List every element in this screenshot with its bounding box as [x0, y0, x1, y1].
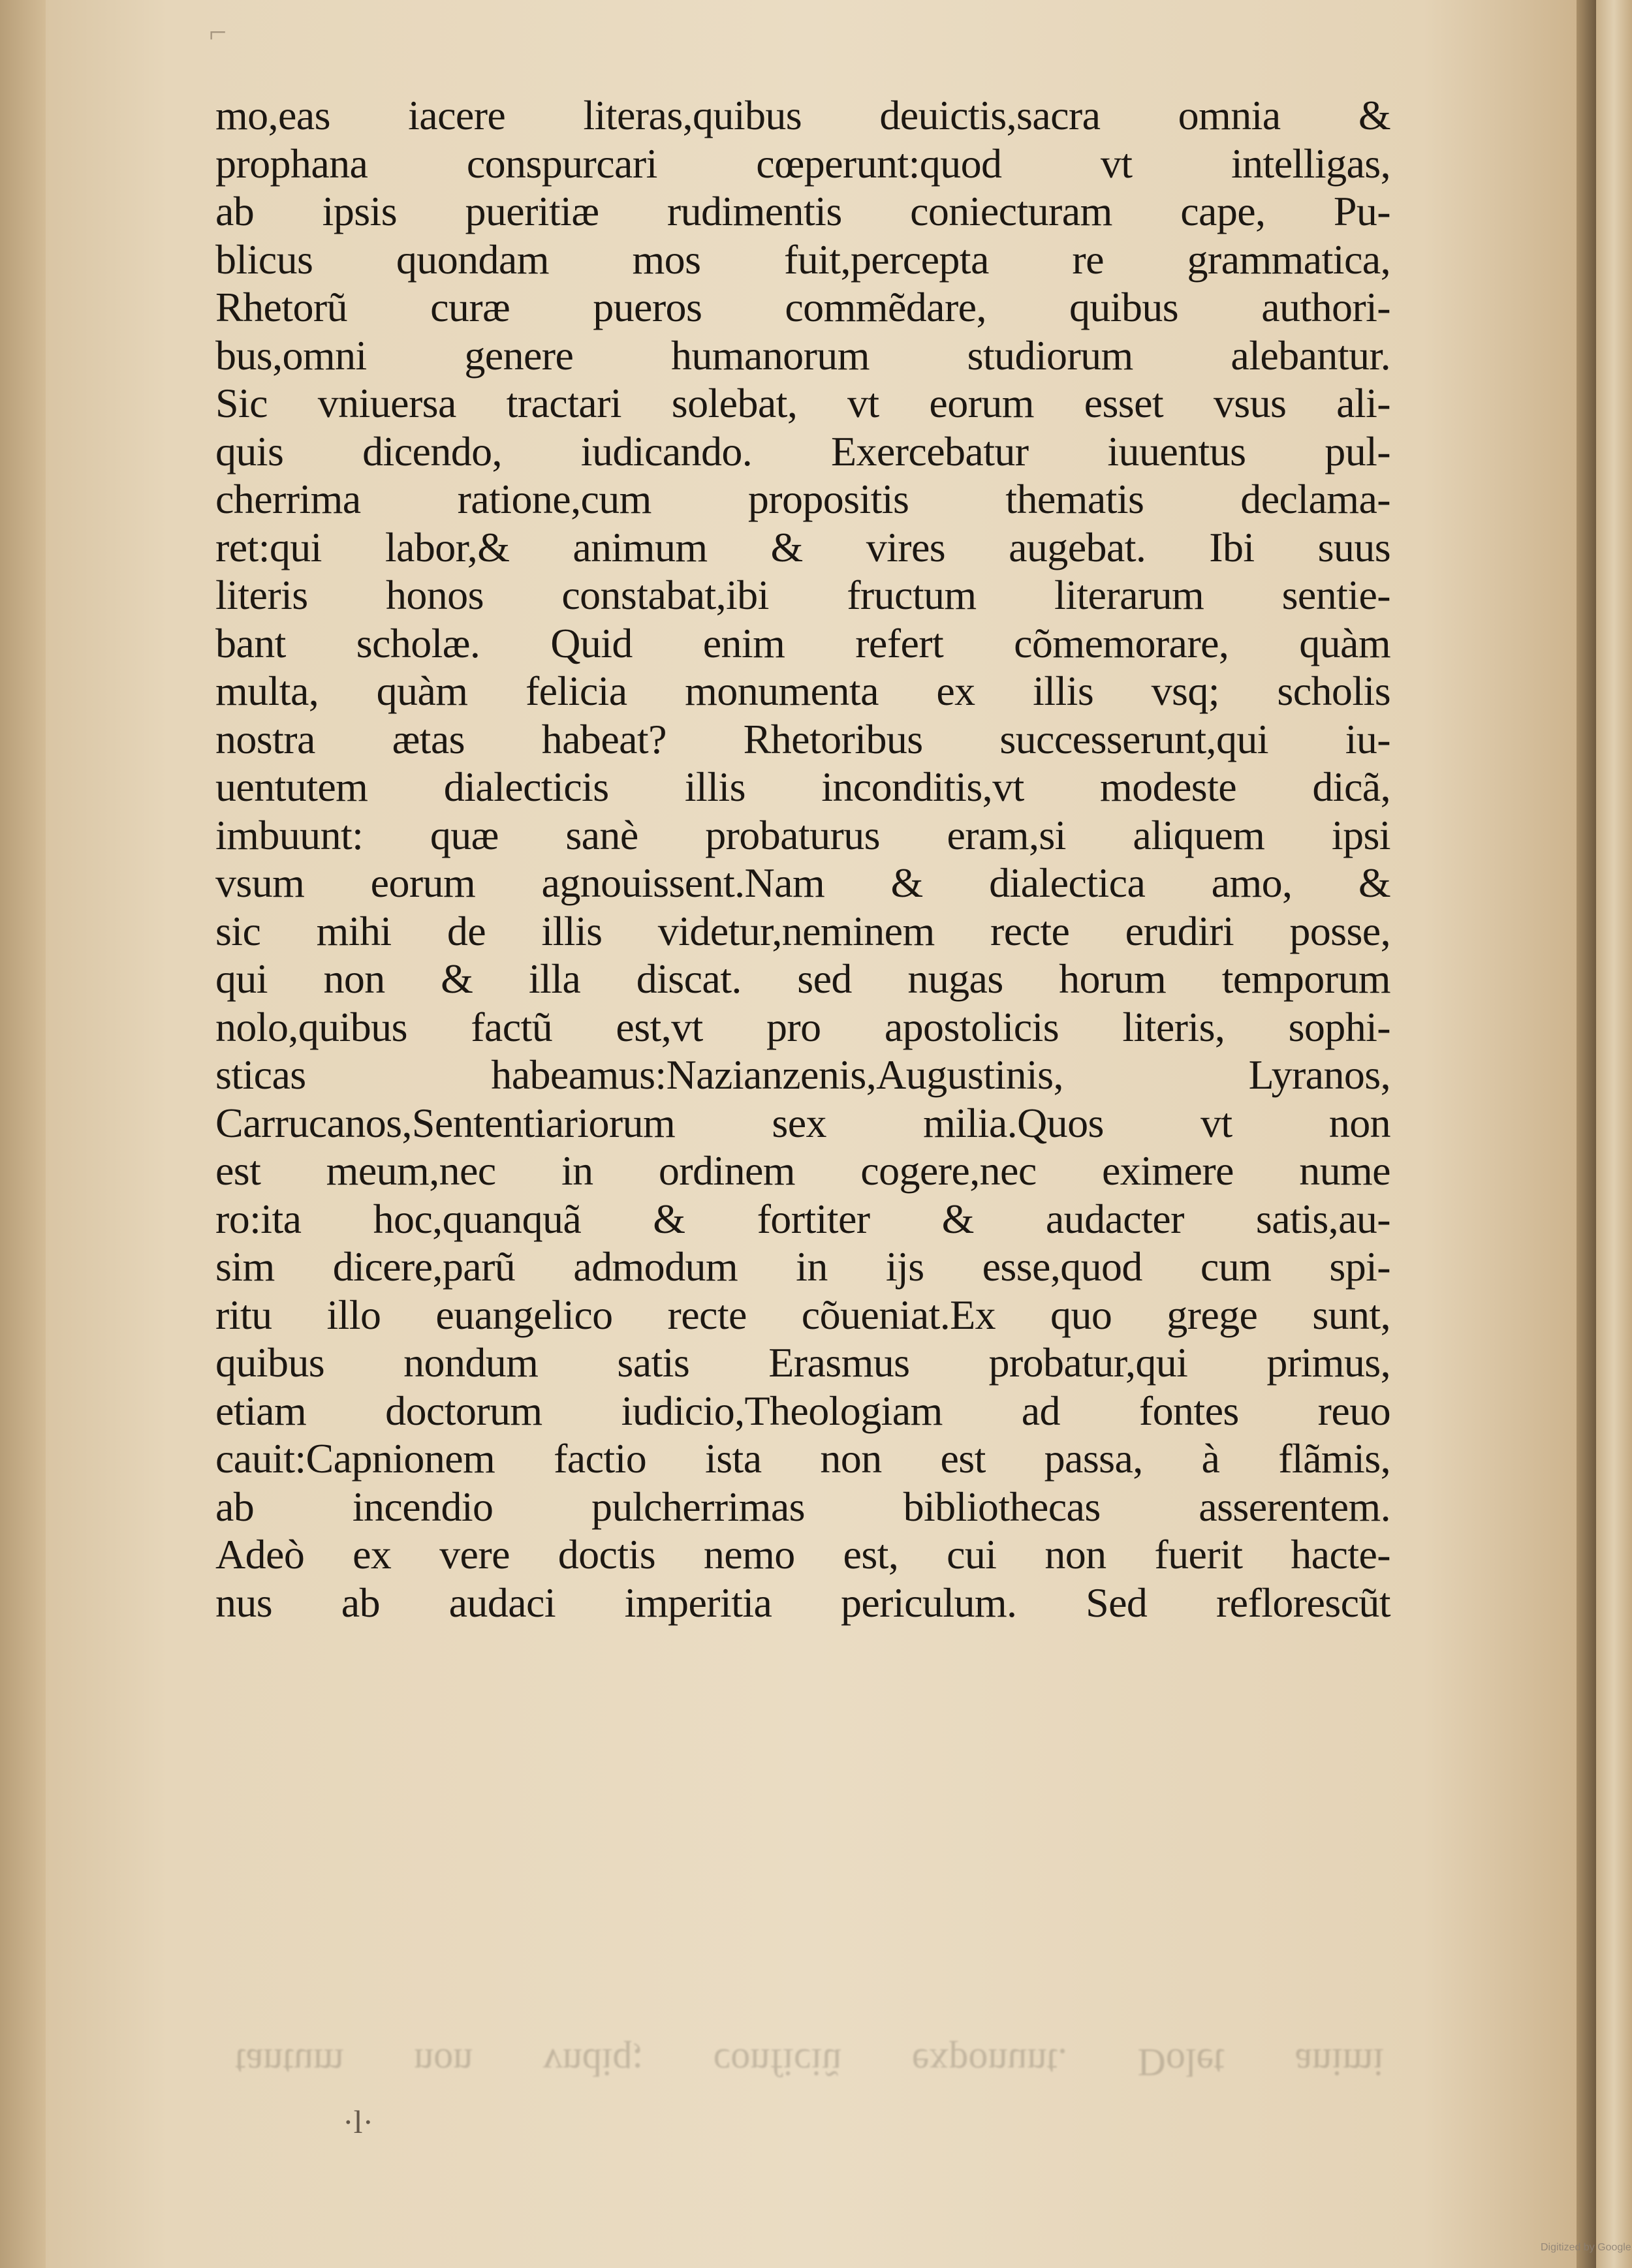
text-line: cherrima ratione,cum propositis thematis declama-: [215, 476, 1390, 522]
text-line: Carrucanos,Sententiariorum sex milia.Quos vt non: [215, 1099, 1390, 1146]
text-line: ro:ita hoc,quanquã & fortiter & audacter satis,au-: [215, 1195, 1390, 1242]
text-line: ret:qui labor,& animum & vires augebat. Ibi suus: [215, 523, 1390, 570]
text-line: vsum eorum agnouissent.Nam & dialectica amo, &: [215, 860, 1390, 906]
text-line: quis dicendo, iudicando. Exercebatur iuuentus pul-: [215, 427, 1390, 474]
book-binding-edge: [1596, 0, 1632, 2268]
text-line: est meum,nec in ordinem cogere,nec eximere nume: [215, 1147, 1390, 1194]
text-line: uentutem dialecticis illis inconditis,vt modeste dicã,: [215, 764, 1390, 810]
text-line: nostra ætas habeat? Rhetoribus successerunt,qui iu-: [215, 715, 1390, 762]
page-edge-shadow: [1577, 0, 1596, 2268]
text-line: sim dicere,parũ admodum in ijs esse,quod cum spi-: [215, 1243, 1390, 1290]
text-line: Rhetorũ curæ pueros commẽdare, quibus authori-: [215, 284, 1390, 330]
digitization-watermark: Digitized by Google: [1541, 2242, 1631, 2253]
text-line: ab incendio pulcherrimas bibliothecas asserentem.: [215, 1483, 1390, 1530]
text-line: quibus nondum satis Erasmus probatur,qui primus,: [215, 1339, 1390, 1386]
text-line: qui non & illa discat. sed nugas horum temporum: [215, 955, 1390, 1002]
text-line: bus,omni genere humanorum studiorum alebantur.: [215, 332, 1390, 379]
text-line: imbuunt: quæ sanè probaturus eram,si aliquem ipsi: [215, 811, 1390, 858]
text-line: sic mihi de illis videtur,neminem recte erudiri posse,: [215, 907, 1390, 954]
text-line: Sic vniuersa tractari solebat, vt eorum esset vsus ali-: [215, 380, 1390, 426]
text-line: ab ipsis pueritiæ rudimentis coniecturam cape, Pu-: [215, 188, 1390, 234]
text-line: sticas habeamus:Nazianzenis,Augustinis, Lyranos,: [215, 1051, 1390, 1098]
corner-ink-mark: ⌐: [209, 15, 227, 50]
body-text: [215, 91, 1390, 1626]
show-through-text: tantum non vndiq; conficiũ exponunt. Dolet animi: [235, 2041, 1384, 2084]
text-line: multa, quàm felicia monumenta ex illis vsq; scholis: [215, 668, 1390, 714]
text-line: cauit:Capnionem factio ista non est passa, à flãmis,: [215, 1435, 1390, 1482]
text-line: nolo,quibus factũ est,vt pro apostolicis literis, sophi-: [215, 1003, 1390, 1050]
text-line: nus ab audaci imperitia periculum. Sed reflorescũt: [215, 1579, 1390, 1626]
text-line: blicus quondam mos fuit,percepta re grammatica,: [215, 236, 1390, 283]
text-line: bant scholæ. Quid enim refert cõmemorare, quàm: [215, 619, 1390, 666]
text-line: mo,eas iacere literas,quibus deuictis,sacra omnia &: [215, 92, 1390, 138]
text-line: etiam doctorum iudicio,Theologiam ad fontes reuo: [215, 1387, 1390, 1434]
text-line: literis honos constabat,ibi fructum literarum sentie-: [215, 572, 1390, 618]
text-line: prophana conspurcari cœperunt:quod vt intelligas,: [215, 140, 1390, 187]
text-line: ritu illo euangelico recte cõueniat.Ex quo grege sunt,: [215, 1291, 1390, 1338]
text-line: Adeò ex vere doctis nemo est, cui non fuerit hacte-: [215, 1531, 1390, 1577]
left-scan-margin: [0, 0, 46, 2268]
signature-mark: ·l·: [343, 2104, 374, 2140]
